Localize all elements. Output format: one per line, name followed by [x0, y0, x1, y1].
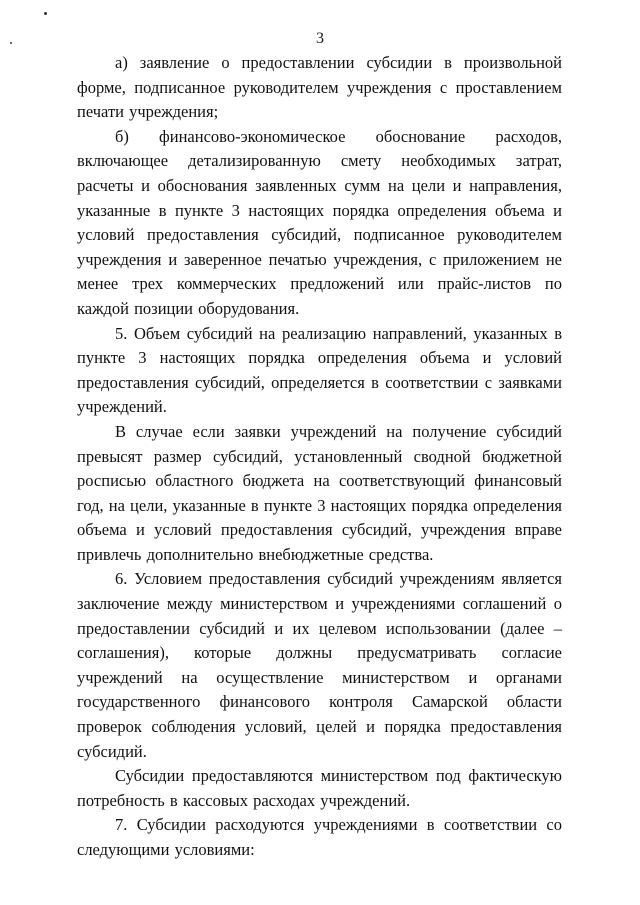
paragraph-section-5: 5. Объем субсидий на реализацию направлений, указанных в пункте 3 настоящих порядка определения объема и условий предоставления субсидий, определяется в соответствии с заявками учреждений. [77, 323, 562, 417]
paragraph-excess-requests: В случае если заявки учреждений на получение субсидий превысят размер субсидий, установленный сводной бюджетной росписью областного бюджета на соответствующий финансовый год, на цели, указанные в пункте 3 настоящих порядка определения объема и условий предоставления субсидий, учреждения вправе привлечь дополнительно внебюджетные средства. [77, 421, 562, 564]
page-number: 3 [316, 30, 324, 47]
paragraph-subsidy-provision: Субсидии предоставляются министерством под фактическую потребность в кассовых расходах учреждений. [77, 766, 562, 810]
document-body [77, 51, 562, 863]
paragraph-section-6: 6. Условием предоставления субсидий учреждениям является заключение между министерством и учреждениями соглашений о предоставлении субсидий и их целевом использовании (далее – соглашения), которые должны предусматривать согласие учреждений на осуществление министерством и органами государственного финансового контроля Самарской области проверок соблюдения условий, целей и порядка предоставления субсидий. [77, 569, 562, 761]
paragraph-application-statement: а) заявление о предоставлении субсидии в произвольной форме, подписанное руководителем учреждения с проставлением печати учреждения; [77, 53, 562, 122]
scan-speck [44, 12, 47, 15]
paragraph-financial-justification: б) финансово-экономическое обоснование расходов, включающее детализированную смету необходимых затрат, расчеты и обоснования заявленных сумм на цели и направления, указанные в пункте 3 настоящих порядка определения объема и условий предоставления субсидий, подписанное руководителем учреждения и заверенное печатью учреждения, с приложением не менее трех коммерческих предложений или прайс-листов по каждой позиции оборудования. [77, 126, 562, 318]
paragraph-section-7: 7. Субсидии расходуются учреждениями в соответствии со следующими условиями: [77, 815, 562, 859]
